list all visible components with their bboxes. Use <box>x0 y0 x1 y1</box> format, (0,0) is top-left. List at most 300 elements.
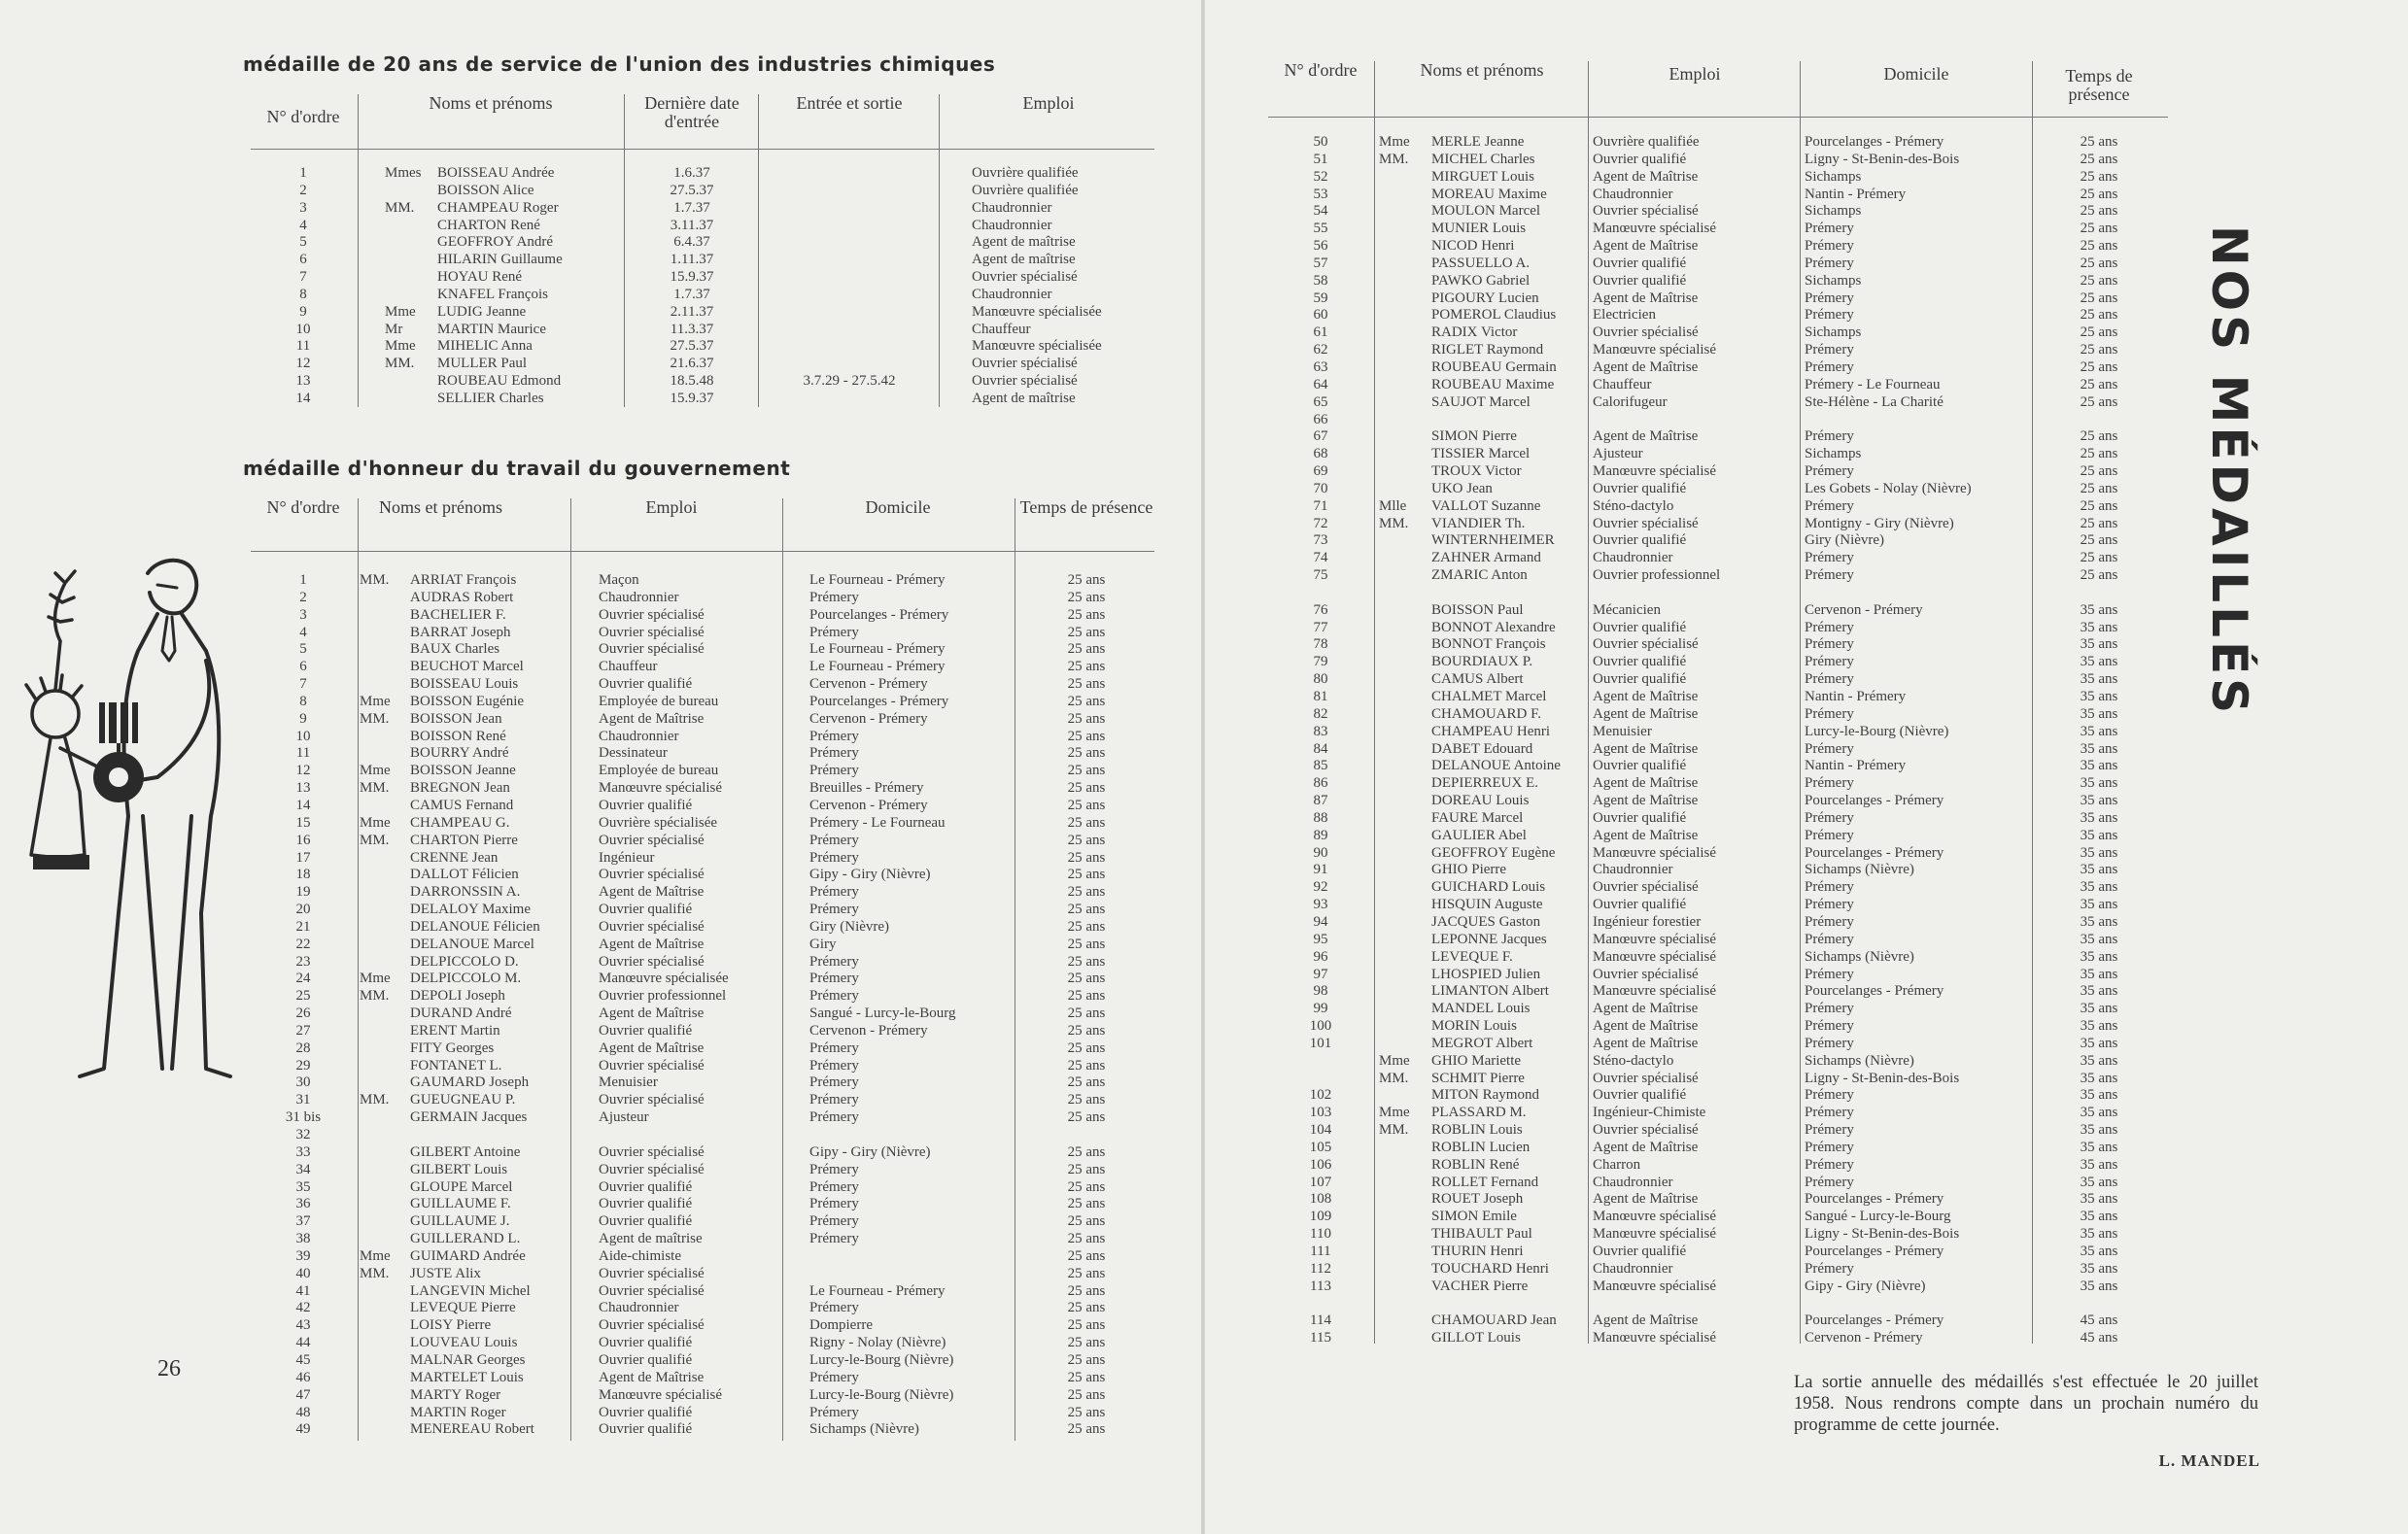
table-row <box>1268 932 2162 949</box>
cell-time: 25 ans <box>2080 446 2118 462</box>
cell-job: Manœuvre spécialisé <box>1593 1226 1717 1243</box>
cell-time: 25 ans <box>2080 393 2118 410</box>
cell-job: Ouvrier spécialisé <box>599 1092 705 1108</box>
table-row <box>251 745 1154 763</box>
cell-name: CHAMPEAU Henri <box>1431 723 1551 739</box>
cell-title: MM. <box>360 710 390 727</box>
cell-title: Mme <box>1379 134 1410 150</box>
cell-home: Prémery <box>1805 966 1854 982</box>
cell-date: 1.6.37 <box>673 165 710 181</box>
cell-name: GEOFFROY André <box>437 234 554 251</box>
cell-name: FITY Georges <box>410 1040 495 1056</box>
table-row <box>251 1266 1154 1283</box>
cell-job: Ouvrier spécialisé <box>599 641 705 658</box>
cell-job: Ouvrier spécialisé <box>599 1282 705 1299</box>
cell-time: 25 ans <box>1067 832 1106 848</box>
vertical-title <box>2195 170 2263 772</box>
cell-time: 25 ans <box>1067 1231 1106 1247</box>
cell-time: 25 ans <box>1067 1196 1106 1212</box>
table-row <box>1268 187 2162 204</box>
cell-job: Ouvrier spécialisé <box>599 606 705 623</box>
cell-job: Chaudronnier <box>599 728 679 744</box>
cell-name: CHALMET Marcel <box>1431 689 1547 704</box>
cell-job: Chaudronnier <box>599 1300 679 1316</box>
cell-home: Breuilles - Prémery <box>809 780 924 797</box>
cell-n: 56 <box>1313 238 1328 255</box>
cell-n: 26 <box>295 1006 311 1022</box>
table-row <box>1268 1087 2162 1105</box>
cell-time: 35 ans <box>2080 1035 2118 1051</box>
table-row <box>1268 810 2162 828</box>
cell-n: 70 <box>1313 480 1328 496</box>
table-row <box>1268 359 2162 377</box>
cell-n: 34 <box>295 1161 311 1177</box>
cell-job: Ouvrier qualifié <box>1593 1087 1687 1104</box>
cell-name: GEOFFROY Eugène <box>1431 844 1556 861</box>
cell-job: Manœuvre spécialisé <box>599 780 723 797</box>
cell-home: Lurcy-le-Bourg (Nièvre) <box>809 1386 954 1403</box>
cell-home: Nantin - Prémery <box>1805 186 1907 202</box>
cell-n: 32 <box>295 1127 311 1142</box>
cell-n: 2 <box>299 589 307 605</box>
cell-n: 51 <box>1313 151 1328 167</box>
cell-n: 7 <box>299 269 307 286</box>
cell-job: Manœuvre spécialisé <box>1593 931 1717 947</box>
cell-home: Prémery <box>1805 897 1854 913</box>
cell-job: Ouvrier qualifié <box>1593 1244 1687 1259</box>
cell-name: MOREAU Maxime <box>1431 186 1547 202</box>
cell-n: 3 <box>299 606 307 623</box>
cell-job: Employée de bureau <box>599 693 719 709</box>
cell-home: Le Fourneau - Prémery <box>809 641 946 658</box>
cell-name: HISQUIN Auguste <box>1431 897 1543 913</box>
table-row <box>1268 169 2162 187</box>
cell-job: Agent de Maîtrise <box>599 1040 705 1056</box>
cell-home: Ligny - St-Benin-des-Bois <box>1805 1070 1960 1086</box>
cell-job: Ouvrier qualifié <box>1593 809 1687 826</box>
cell-home: Cervenon - Prémery <box>1805 601 1923 618</box>
cell-time: 25 ans <box>1067 867 1106 883</box>
cell-home: Prémery <box>1805 879 1854 896</box>
cell-time: 25 ans <box>1067 1300 1106 1316</box>
cell-job: Ingénieur forestier <box>1593 913 1702 930</box>
cell-n: 106 <box>1309 1156 1332 1173</box>
cell-name: BAUX Charles <box>410 641 500 658</box>
cell-home: Cervenon - Prémery <box>809 797 928 813</box>
cell-time: 25 ans <box>2080 221 2118 237</box>
cell-job: Sténo-dactylo <box>1593 497 1674 514</box>
cell-date: 1.11.37 <box>670 252 714 268</box>
cell-name: JACQUES Gaston <box>1431 913 1541 930</box>
table-row <box>1268 1191 2162 1209</box>
header-num: N° d'ordre <box>1284 60 1358 80</box>
table-row <box>251 988 1154 1006</box>
cell-name: ROBLIN Louis <box>1431 1122 1523 1139</box>
cell-time: 25 ans <box>1067 1022 1106 1039</box>
cell-home: Sichamps (Nièvre) <box>1805 862 1914 878</box>
cell-time: 25 ans <box>1067 936 1106 952</box>
cell-date: 1.7.37 <box>673 199 710 216</box>
cell-home: Ligny - St-Benin-des-Bois <box>1805 1226 1960 1243</box>
table-row <box>1268 152 2162 169</box>
cell-n: 29 <box>295 1057 311 1074</box>
cell-time: 25 ans <box>2080 151 2118 167</box>
cell-time: 35 ans <box>2080 1122 2118 1139</box>
cell-name: LEVEQUE F. <box>1431 948 1513 965</box>
cell-time: 35 ans <box>2080 740 2118 757</box>
table-row <box>251 919 1154 937</box>
cell-time: 25 ans <box>1067 1178 1106 1195</box>
cell-home: Pourcelanges - Prémery <box>1805 1312 1944 1329</box>
cell-home: Prémery <box>809 1040 859 1056</box>
cell-job: Ouvrier qualifié <box>599 1421 693 1438</box>
cell-n: 24 <box>295 971 311 987</box>
cell-job: Ouvrier qualifié <box>599 1335 693 1351</box>
cell-job: Calorifugeur <box>1593 393 1668 410</box>
cell-job: Chaudronnier <box>599 589 679 605</box>
cell-n: 58 <box>1313 272 1328 289</box>
cell-name: MERLE Jeanne <box>1431 134 1525 150</box>
cell-n: 76 <box>1313 601 1328 618</box>
table-row <box>1268 897 2162 914</box>
table-row <box>251 1405 1154 1422</box>
cell-title: MM. <box>360 832 390 848</box>
table-row <box>251 815 1154 833</box>
table-row <box>1268 532 2162 550</box>
table-row <box>251 729 1154 746</box>
cell-home: Prémery <box>809 953 859 970</box>
cell-time: 25 ans <box>2080 480 2118 496</box>
cell-time: 35 ans <box>2080 913 2118 930</box>
cell-name: DELPICCOLO M. <box>410 971 522 987</box>
cell-time: 35 ans <box>2080 1244 2118 1259</box>
cell-name: ROUBEAU Maxime <box>1431 376 1555 392</box>
cell-time: 25 ans <box>2080 168 2118 185</box>
cell-title: MM. <box>360 1265 390 1281</box>
cell-n: 12 <box>295 763 311 779</box>
cell-job: Chauffeur <box>972 321 1031 337</box>
cell-time: 25 ans <box>2080 307 2118 324</box>
cell-n: 22 <box>295 936 311 952</box>
cell-home: Prémery <box>1805 1001 1854 1017</box>
cell-name: CRENNE Jean <box>410 849 499 866</box>
table-row <box>1268 706 2162 724</box>
cell-n: 91 <box>1313 862 1328 878</box>
cell-time: 25 ans <box>2080 203 2118 220</box>
cell-job: Dessinateur <box>599 745 668 762</box>
outing-note: La sortie annuelle des médaillés s'est effectuée le 20 juillet 1958. Nous rendrons compte dans un prochain numéro du programme de cette journée. <box>1794 1373 2258 1435</box>
cell-home: Prémery <box>809 1231 859 1247</box>
cell-title: Mlle <box>1379 497 1407 514</box>
table-row <box>251 625 1154 642</box>
cell-time: 25 ans <box>1067 1351 1106 1368</box>
cell-date: 27.5.37 <box>670 182 714 198</box>
cell-home: Prémery <box>809 1196 859 1212</box>
cell-job: Ouvrière spécialisée <box>599 814 718 831</box>
union-medal-table <box>251 94 1154 415</box>
cell-name: BOISSON René <box>410 728 506 744</box>
cell-job: Agent de Maîtrise <box>1593 793 1699 809</box>
cell-n: 47 <box>295 1386 311 1403</box>
cell-home: Sichamps (Nièvre) <box>1805 948 1914 965</box>
cell-n: 11 <box>295 338 311 355</box>
cell-n: 66 <box>1313 411 1328 427</box>
cell-time: 25 ans <box>1067 676 1106 693</box>
cell-name: ROLLET Fernand <box>1431 1174 1539 1190</box>
cell-time: 35 ans <box>2080 1139 2118 1155</box>
table-row <box>251 1023 1154 1040</box>
cell-n: 113 <box>1310 1278 1331 1294</box>
cell-name: GHIO Pierre <box>1431 862 1507 878</box>
cell-job: Ouvrier spécialisé <box>599 1317 705 1334</box>
cell-home: Montigny - Giry (Nièvre) <box>1805 515 1954 531</box>
cell-home: Prémery <box>1805 221 1854 237</box>
cell-time: 25 ans <box>1067 1265 1106 1281</box>
cell-home: Prémery <box>1805 463 1854 480</box>
cell-name: CHAMOUARD Jean <box>1431 1312 1557 1329</box>
cell-home: Pourcelanges - Prémery <box>1805 1244 1944 1259</box>
cell-name: FONTANET L. <box>410 1057 502 1074</box>
cell-time: 25 ans <box>2080 428 2118 445</box>
cell-name: BEUCHOT Marcel <box>410 659 524 675</box>
table-row <box>1268 636 2162 654</box>
cell-home: Prémery <box>1805 342 1854 358</box>
cell-name: ZMARIC Anton <box>1431 567 1528 584</box>
table-row <box>251 1162 1154 1179</box>
table-row <box>251 391 1154 408</box>
cell-n: 10 <box>295 728 311 744</box>
table-row <box>1268 273 2162 290</box>
cell-home: Cervenon - Prémery <box>1805 1330 1923 1347</box>
cell-date: 27.5.37 <box>670 338 714 355</box>
cell-home: Gipy - Giry (Nièvre) <box>809 1143 931 1160</box>
cell-job: Ouvrier spécialisé <box>599 918 705 935</box>
cell-job: Agent de Maîtrise <box>1593 1035 1699 1051</box>
table-row <box>1268 446 2162 463</box>
table-row <box>1268 498 2162 516</box>
cell-home: Pourcelanges - Prémery <box>1805 134 1944 150</box>
cell-time: 35 ans <box>2080 619 2118 635</box>
table-row <box>1268 481 2162 498</box>
table-row <box>251 183 1154 200</box>
cell-home: Prémery <box>1805 671 1854 688</box>
cell-time: 25 ans <box>1067 971 1106 987</box>
cell-name: MARTIN Maurice <box>437 321 546 337</box>
cell-n: 13 <box>295 373 311 390</box>
cell-n: 3 <box>299 199 307 216</box>
cell-job: Ouvrier spécialisé <box>972 356 1078 372</box>
cell-n: 75 <box>1313 567 1328 584</box>
cell-job: Ouvrier qualifié <box>1593 255 1687 271</box>
cell-job: Charron <box>1593 1156 1641 1173</box>
cell-home: Prémery <box>1805 1139 1854 1155</box>
table-row <box>1268 1261 2162 1278</box>
cell-n: 46 <box>295 1369 311 1385</box>
cell-home: Prémery - Le Fourneau <box>1805 376 1941 392</box>
cell-job: Manœuvre spécialisée <box>972 303 1102 320</box>
cell-job: Ouvrier spécialisé <box>599 1143 705 1160</box>
cell-title: MM. <box>1379 1122 1409 1139</box>
cell-home: Prémery <box>1805 567 1854 584</box>
cell-n: 41 <box>295 1282 311 1299</box>
cell-title: Mme <box>360 971 391 987</box>
cell-n: 81 <box>1313 689 1328 704</box>
table-row <box>251 954 1154 972</box>
cell-n: 6 <box>299 659 307 675</box>
cell-name: LOUVEAU Louis <box>410 1335 518 1351</box>
cell-name: THURIN Henri <box>1431 1244 1524 1259</box>
cell-n: 28 <box>295 1040 311 1056</box>
cell-time: 35 ans <box>2080 897 2118 913</box>
cell-home: Nantin - Prémery <box>1805 758 1907 774</box>
cell-name: GHIO Mariette <box>1431 1052 1522 1069</box>
cell-time: 25 ans <box>2080 324 2118 341</box>
cell-time: 35 ans <box>2080 862 2118 878</box>
table-row <box>251 780 1154 798</box>
table-row <box>251 572 1154 590</box>
cell-name: LEVEQUE Pierre <box>410 1300 516 1316</box>
cell-time: 35 ans <box>2080 1174 2118 1190</box>
cell-n: 4 <box>299 624 307 640</box>
cell-name: MARTIN Roger <box>410 1404 506 1420</box>
cell-home: Prémery <box>809 1178 859 1195</box>
cell-n: 1 <box>299 572 307 588</box>
government-medal-table <box>251 498 1154 1446</box>
cell-n: 33 <box>295 1143 311 1160</box>
cell-n: 110 <box>1310 1226 1331 1243</box>
table-row <box>1268 203 2162 221</box>
cell-home: Prémery <box>1805 1156 1854 1173</box>
cell-n: 36 <box>295 1196 311 1212</box>
cell-home: Prémery <box>1805 1105 1854 1121</box>
table-row <box>1268 1140 2162 1157</box>
cell-home: Prémery <box>1805 636 1854 653</box>
cell-time: 25 ans <box>2080 550 2118 566</box>
cell-n: 82 <box>1313 705 1328 722</box>
header-job: Emploi <box>1022 93 1075 113</box>
cell-job: Ouvrier qualifié <box>599 1213 693 1230</box>
cell-title: MM. <box>360 988 390 1005</box>
cell-job: Agent de Maîtrise <box>1593 740 1699 757</box>
table-row <box>1268 845 2162 863</box>
cell-title: Mme <box>385 338 416 355</box>
cell-name: MIHELIC Anna <box>437 338 533 355</box>
cell-time: 25 ans <box>1067 728 1106 744</box>
cell-time: 25 ans <box>1067 1074 1106 1091</box>
cell-n: 115 <box>1310 1330 1331 1347</box>
table-row <box>1268 689 2162 706</box>
cell-job: Manœuvre spécialisé <box>1593 221 1717 237</box>
cell-home: Giry (Nièvre) <box>1805 532 1885 549</box>
cell-job: Ouvrier qualifié <box>1593 532 1687 549</box>
table-row <box>1268 428 2162 446</box>
cell-home: Le Fourneau - Prémery <box>809 1282 946 1299</box>
table-row <box>1268 1330 2162 1347</box>
cell-n: 7 <box>299 676 307 693</box>
cell-n: 8 <box>299 693 307 709</box>
cell-job: Manœuvre spécialisée <box>972 338 1102 355</box>
cell-home: Prémery <box>809 745 859 762</box>
cell-name: BOISSEAU Louis <box>410 676 519 693</box>
cell-n: 15 <box>295 814 311 831</box>
header-name: Noms et prénoms <box>379 497 502 517</box>
table-row <box>251 1300 1154 1317</box>
cell-name: DALLOT Félicien <box>410 867 519 883</box>
medal-table-continued <box>1268 61 2162 1363</box>
cell-home: Cervenon - Prémery <box>809 676 928 693</box>
cell-home: Sangué - Lurcy-le-Bourg <box>809 1006 956 1022</box>
cell-n: 5 <box>299 641 307 658</box>
cell-n: 39 <box>295 1247 311 1264</box>
cell-n: 57 <box>1313 255 1328 271</box>
table-row <box>1268 290 2162 308</box>
cell-time: 25 ans <box>1067 1421 1106 1438</box>
table-row <box>1268 1157 2162 1175</box>
cell-n: 108 <box>1309 1191 1332 1208</box>
cell-n: 109 <box>1309 1209 1332 1225</box>
cell-name: GILBERT Louis <box>410 1161 508 1177</box>
cell-time: 35 ans <box>2080 775 2118 792</box>
cell-name: DEPOLI Joseph <box>410 988 505 1005</box>
cell-time: 35 ans <box>2080 723 2118 739</box>
cell-name: MARTELET Louis <box>410 1369 524 1385</box>
cell-n: 13 <box>295 780 311 797</box>
cell-name: GUICHARD Louis <box>1431 879 1546 896</box>
cell-time: 25 ans <box>1067 797 1106 813</box>
cell-job: Agent de Maîtrise <box>1593 238 1699 255</box>
cell-time: 25 ans <box>1067 1282 1106 1299</box>
cell-time: 35 ans <box>2080 809 2118 826</box>
cell-home: Pourcelanges - Prémery <box>809 606 949 623</box>
header-job: Emploi <box>1668 64 1721 84</box>
cell-name: GAULIER Abel <box>1431 827 1527 843</box>
cell-n: 71 <box>1313 497 1328 514</box>
table-row <box>1268 793 2162 810</box>
cell-n: 67 <box>1313 428 1328 445</box>
cell-home: Ste-Hélène - La Charité <box>1805 393 1944 410</box>
cell-n: 114 <box>1310 1312 1331 1329</box>
cell-job: Agent de Maîtrise <box>599 884 705 901</box>
table-row <box>251 659 1154 676</box>
cell-n: 62 <box>1313 342 1328 358</box>
cell-home: Le Fourneau - Prémery <box>809 572 946 588</box>
cell-job: Manœuvre spécialisé <box>1593 463 1717 480</box>
cell-time: 25 ans <box>2080 272 2118 289</box>
table-row <box>251 694 1154 711</box>
header-rule <box>251 149 1154 150</box>
cell-time: 25 ans <box>1067 606 1106 623</box>
cell-job: Ouvrier qualifié <box>1593 897 1687 913</box>
cell-name: SAUJOT Marcel <box>1431 393 1531 410</box>
cell-n: 103 <box>1309 1105 1332 1121</box>
cell-home: Prémery <box>809 971 859 987</box>
cell-name: POMEROL Claudius <box>1431 307 1557 324</box>
cell-time: 35 ans <box>2080 689 2118 704</box>
cell-job: Ouvrier spécialisé <box>599 1057 705 1074</box>
table-row <box>251 590 1154 607</box>
cell-job: Agent de Maîtrise <box>1593 168 1699 185</box>
cell-date: 15.9.37 <box>670 390 714 406</box>
cell-name: DELPICCOLO D. <box>410 953 519 970</box>
cell-home: Prémery <box>809 832 859 848</box>
cell-title: Mr <box>385 321 403 337</box>
cell-name: MANDEL Louis <box>1431 1001 1531 1017</box>
cell-n: 74 <box>1313 550 1328 566</box>
cell-n: 53 <box>1313 186 1328 202</box>
cell-home: Prémery <box>1805 1087 1854 1104</box>
cell-n: 102 <box>1309 1087 1332 1104</box>
cell-job: Ouvrier qualifié <box>599 1351 693 1368</box>
